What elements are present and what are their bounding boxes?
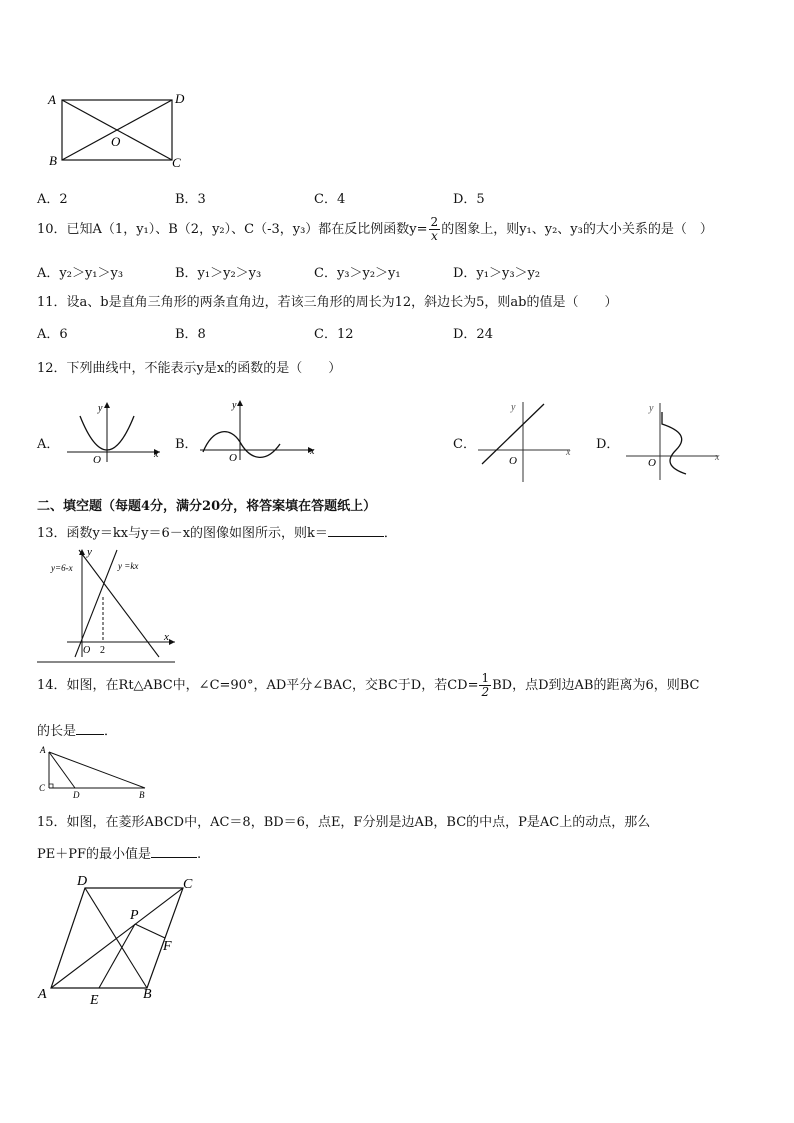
axis-label-y: y	[98, 403, 103, 414]
axis-label-x: x	[164, 631, 169, 643]
vertex-label-d: D	[77, 874, 88, 889]
section-title: 二、填空题（每题4分，满分20分，将答案填在答题纸上）	[37, 499, 377, 514]
rectangle-diagonals-figure	[40, 88, 200, 173]
axis-label-y: y	[232, 400, 237, 411]
q10-stem	[37, 216, 713, 243]
graph-sine-wave	[198, 398, 320, 463]
graph-parabola	[62, 400, 167, 465]
q15-line2-text: PE＋PF的最小值是	[37, 847, 152, 862]
option-c[interactable]: C．4	[314, 192, 346, 207]
q15-stem: 15．如图，在菱形ABCD中，AC＝8，BD＝6，点E，F分别是边AB，BC的中点，P是AC上的动点，那么	[37, 815, 651, 830]
vertex-label-b: B	[49, 153, 57, 168]
option-d[interactable]: D．y₁＞y₃＞y₂	[453, 266, 541, 281]
option-b[interactable]: B．8	[175, 327, 206, 342]
q12-stem: 12．下列曲线中，不能表示y是x的函数的是（ ）	[37, 361, 342, 376]
fraction-1-over-2	[479, 672, 491, 699]
origin-label: O	[83, 645, 91, 656]
axis-label-y: y	[511, 402, 516, 413]
q13-stem	[37, 522, 397, 541]
q13-linear-graph	[37, 545, 182, 667]
point-label-f: F	[163, 939, 172, 954]
point-label-p: P	[130, 908, 139, 923]
q13-stem-text: 13．函数y＝kx与y＝6－x的图像如图所示，则k＝	[37, 526, 328, 541]
answer-blank[interactable]	[151, 845, 197, 858]
axis-label-y: y	[649, 403, 654, 414]
q15-line2-end: .	[197, 847, 202, 862]
fraction-numerator: 1	[481, 671, 490, 685]
option-c[interactable]: C．	[453, 437, 476, 452]
origin-label: O	[648, 457, 656, 469]
option-c[interactable]: C．y₃＞y₂＞y₁	[314, 266, 401, 281]
axis-label-x: x	[154, 449, 159, 460]
point-label-e: E	[90, 993, 99, 1008]
graph-straight-line	[478, 398, 578, 483]
q10-stem-pre: 10．已知A（1，y₁）、B（2，y₂）、C（-3，y₃）都在反比例函数y=	[37, 222, 428, 237]
q13-stem-end: ．	[383, 526, 397, 541]
vertex-label-c: C	[39, 783, 46, 793]
option-a[interactable]: A．	[37, 437, 60, 452]
option-d[interactable]: D．	[596, 437, 620, 452]
axis-label-x: x	[310, 446, 315, 457]
option-a[interactable]: A．2	[37, 192, 68, 207]
option-d[interactable]: D．24	[453, 327, 493, 342]
q14-stem	[37, 672, 699, 699]
option-c[interactable]: C．12	[314, 327, 354, 342]
line-label-y-kx: y =kx	[118, 561, 139, 571]
rhombus-figure	[37, 868, 207, 1008]
origin-label: O	[229, 452, 237, 463]
q14-stem-post: BD，点D到边AB的距离为6，则BC	[492, 678, 700, 693]
vertex-label-b: B	[139, 790, 145, 799]
vertex-label-d: D	[73, 790, 80, 799]
tick-label-2: 2	[100, 645, 105, 656]
option-a[interactable]: A．y₂＞y₁＞y₃	[37, 266, 124, 281]
option-b[interactable]: B．	[175, 437, 198, 452]
q10-stem-post: 的图象上，则y₁、y₂、y₃的大小关系的是（ ）	[441, 222, 713, 237]
vertex-label-b: B	[143, 987, 152, 1002]
q14-stem-line2	[37, 720, 117, 739]
q14-stem-pre: 14．如图，在Rt△ABC中，∠C=90°，AD平分∠BAC，交BC于D，若CD=	[37, 678, 479, 693]
q15-stem-line2	[37, 843, 201, 862]
q14-line2-text: 的长是	[37, 724, 77, 739]
q14-line2-end: ．	[104, 724, 118, 739]
origin-label: O	[93, 454, 101, 465]
option-b[interactable]: B．y₁＞y₂＞y₃	[175, 266, 262, 281]
option-d[interactable]: D．5	[453, 192, 485, 207]
vertex-label-a: A	[48, 92, 56, 107]
center-label-o: O	[111, 134, 121, 149]
vertex-label-c: C	[172, 155, 181, 170]
fraction-denominator: x	[430, 229, 438, 243]
graph-non-function-curve	[624, 398, 726, 483]
vertex-label-c: C	[183, 877, 193, 892]
axis-label-x: x	[566, 447, 571, 458]
axis-label-x: x	[715, 452, 720, 463]
right-triangle-figure	[37, 744, 157, 799]
vertex-label-d: D	[175, 91, 185, 106]
option-b[interactable]: B．3	[175, 192, 206, 207]
option-a[interactable]: A．6	[37, 327, 68, 342]
origin-label: O	[509, 455, 517, 467]
fraction-denominator: 2	[481, 685, 490, 699]
vertex-label-a: A	[40, 745, 46, 755]
vertex-label-a: A	[38, 987, 47, 1002]
line-label-y-6-minus-x: y=6-x	[51, 563, 73, 573]
answer-blank[interactable]	[76, 722, 104, 735]
fraction-2-over-x	[429, 216, 441, 243]
answer-blank[interactable]	[328, 524, 384, 537]
q11-stem: 11．设a、b是直角三角形的两条直角边，若该三角形的周长为12，斜边长为5，则ab的值是（ ）	[37, 295, 618, 310]
fraction-numerator: 2	[430, 215, 439, 229]
axis-label-y: y	[87, 546, 92, 558]
